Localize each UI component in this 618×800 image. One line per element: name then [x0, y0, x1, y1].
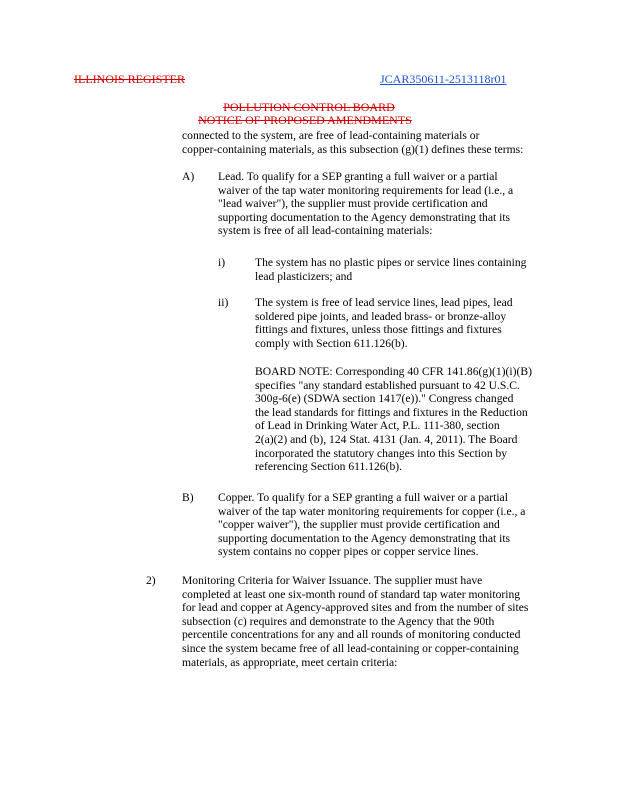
paragraph-line: waiver of the tap water monitoring requirements for lead (i.e., a [218, 183, 514, 197]
section-label-2: 2) [146, 574, 156, 587]
paragraph-line: 2(a)(2) and (b), 124 Stat. 4131 (Jan. 4, 2011). The Board [255, 432, 518, 446]
paragraph-line: system contains no copper pipes or copper service lines. [218, 545, 479, 559]
paragraph-line: of Lead in Drinking Water Act, P.L. 111-380, section [255, 419, 500, 433]
paragraph-line: incorporated the statutory changes into this Section by [255, 446, 508, 460]
board-note [255, 365, 532, 474]
subsection-label-a: A) [182, 170, 195, 183]
item-i-paragraph [255, 256, 526, 283]
register-header: ILLINOIS REGISTER [74, 72, 185, 86]
paragraph-line: Copper. To qualify for a SEP granting a full waiver or a partial [218, 491, 508, 504]
paragraph-line: since the system became free of all lead-containing or copper-containing [182, 641, 519, 655]
paragraph-line: The system has no plastic pipes or service lines containing [255, 256, 527, 269]
item-ii-paragraph [255, 296, 513, 350]
paragraph-line: subsection (c) requires and demonstrate to the Agency that the 90th [182, 614, 495, 628]
paragraph-line: materials, as appropriate, meet certain criteria: [182, 655, 398, 669]
paragraph-line: percentile concentrations for any and all rounds of monitoring conducted [182, 628, 521, 642]
paragraph-line: "copper waiver"), the supplier must provide certification and [218, 518, 500, 532]
paragraph-line: completed at least one six-month round of standard tap water monitoring [182, 587, 521, 601]
paragraph-line: 300g-6(e) (SDWA section 1417(e))." Congress changed [255, 392, 514, 406]
intro-paragraph [182, 129, 523, 156]
item-label-ii: ii) [218, 296, 229, 309]
paragraph-line: connected to the system, are free of lead-containing materials or [182, 129, 480, 142]
paragraph-line: Lead. To qualify for a SEP granting a full waiver or a partial [218, 170, 498, 183]
paragraph-line: referencing Section 611.126(b). [255, 460, 403, 474]
paragraph-line: specifies "any standard established pursuant to 42 U.S.C. [255, 378, 520, 392]
paragraph-line: soldered pipe joints, and leaded brass- or bronze-alloy [255, 309, 507, 323]
subsection-label-b: B) [182, 491, 194, 504]
paragraph-line: The system is free of lead service lines, lead pipes, lead [255, 296, 513, 309]
paragraph-line: comply with Section 611.126(b). [255, 336, 408, 350]
paragraph-line: supporting documentation to the Agency demonstrating that its [218, 210, 511, 224]
paragraph-line: fittings and fixtures, unless those fittings and fixtures [255, 323, 502, 337]
notice-heading: NOTICE OF PROPOSED AMENDMENTS [198, 113, 412, 127]
paragraph-line: "lead waiver"), the supplier must provide certification and [218, 197, 488, 211]
document-id: JCAR350611-2513118r01 [380, 72, 507, 86]
item-label-i: i) [218, 256, 226, 269]
lead-paragraph [218, 170, 513, 238]
monitoring-paragraph [182, 574, 528, 669]
paragraph-line: copper-containing materials, as this subsection (g)(1) defines these terms: [182, 142, 524, 156]
paragraph-line: Monitoring Criteria for Waiver Issuance. The supplier must have [182, 574, 483, 587]
paragraph-line: system is free of all lead-containing materials: [218, 224, 433, 238]
paragraph-line: supporting documentation to the Agency demonstrating that its [218, 531, 511, 545]
board-heading: POLLUTION CONTROL BOARD [223, 100, 395, 114]
paragraph-line: lead plasticizers; and [255, 269, 353, 283]
paragraph-line: for lead and copper at Agency-approved sites and from the number of sites [182, 601, 529, 615]
copper-paragraph [218, 491, 525, 559]
paragraph-line: the lead standards for fittings and fixtures in the Reduction [255, 405, 528, 419]
paragraph-line: BOARD NOTE: Corresponding 40 CFR 141.86(g)(1)(i)(B) [255, 365, 532, 378]
paragraph-line: waiver of the tap water monitoring requirements for copper (i.e., a [218, 504, 526, 518]
